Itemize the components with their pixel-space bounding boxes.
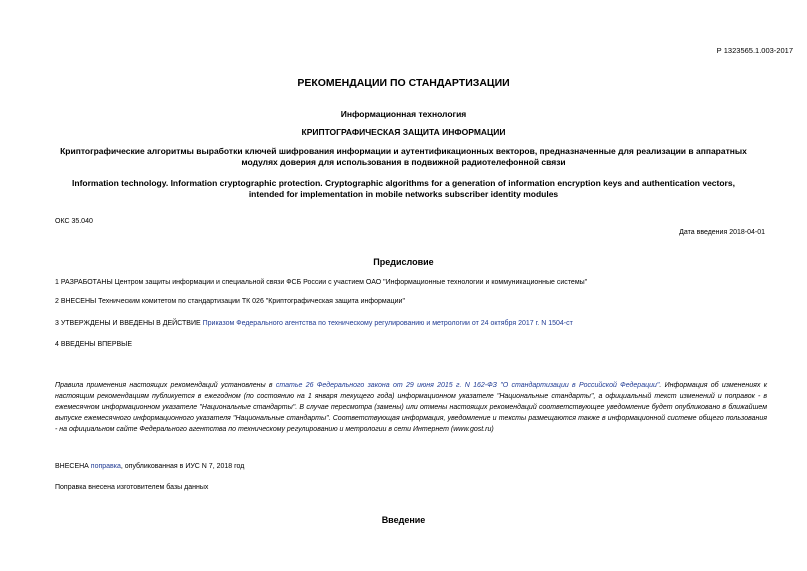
subtitle-english xyxy=(20,178,787,200)
note-text-rest: . Информация об изменениях к настоящим рекомендациям публикуется в ежегодном (по состоянию на 1 января текущего года) информационном указателе "Национальные стандарты", а официальный текст изменений и поправок - в ежемесячном информационном указателе "Национальные стандарты". В случае пересмотра (замены) или отмены настоящих рекомендаций соответствующее уведомление будет опубликовано в ближайшем выпуске ежемесячного информационного указателя "Национальные стандарты". Соответствующая информация, уведомление и тексты размещаются также в информационной системе общего пользования - на официальном сайте Федерального агентства по техническому регулированию и метрологии в сети Интернет (www.gost.ru) xyxy=(55,382,767,433)
federal-law-link[interactable]: статье 26 Федерального закона от 29 июня 2015 г. N 162-ФЗ "О стандартизации в Российской Федерации" xyxy=(275,382,660,389)
oks-code: ОКС 35.040 xyxy=(55,218,93,225)
subtitle-russian-line1: Криптографические алгоритмы выработки ключей шифрования информации и аутентификационных векторов, предназначенные для реализации в аппаратных xyxy=(60,146,747,156)
foreword-heading: Предисловие xyxy=(373,257,434,267)
amendment-prefix: ВНЕСЕНА xyxy=(55,463,91,470)
foreword-item-4: 4 ВВЕДЕНЫ ВПЕРВЫЕ xyxy=(55,341,133,348)
main-title: РЕКОМЕНДАЦИИ ПО СТАНДАРТИЗАЦИИ xyxy=(297,77,510,89)
note-text-start: Правила применения настоящих рекомендаций установлены в xyxy=(55,382,276,389)
amendment-line xyxy=(55,463,244,470)
subtitle-english-line2: intended for implementation in mobile networks subscriber identity modules xyxy=(248,189,559,199)
foreword-item-2: 2 ВНЕСЕНЫ Техническим комитетом по стандартизации ТК 026 "Криптографическая защита информации" xyxy=(55,298,405,305)
document-number: Р 1323565.1.003-2017 xyxy=(716,46,793,55)
foreword-item-1: 1 РАЗРАБОТАНЫ Центром защиты информации и специальной связи ФСБ России с участием ОАО "Информационные технологии и коммуникационные системы" xyxy=(55,279,588,286)
introduction-heading: Введение xyxy=(381,515,426,525)
topic-heading: Информационная технология xyxy=(340,109,467,119)
document-title: КРИПТОГРАФИЧЕСКАЯ ЗАЩИТА ИНФОРМАЦИИ xyxy=(301,127,506,137)
subtitle-russian-line2: модулях доверия для использования в подвижной радиотелефонной связи xyxy=(241,157,566,167)
subtitle-english-line1: Information technology. Information cryptographic protection. Cryptographic algorithms for a generation of information encryption keys and authentication vectors, xyxy=(72,178,735,188)
order-link[interactable]: Приказом Федерального агентства по техническому регулированию и метрологии от 24 октября 2017 г. N 1504-ст xyxy=(202,320,573,327)
subtitle-russian xyxy=(20,146,787,168)
introduction-date: Дата введения 2018-04-01 xyxy=(679,229,765,236)
foreword-item-3-text: 3 УТВЕРЖДЕНЫ И ВВЕДЕНЫ В ДЕЙСТВИЕ xyxy=(55,320,203,327)
amendment-suffix: , опубликованная в ИУС N 7, 2018 год xyxy=(120,463,245,470)
amendment-note: Поправка внесена изготовителем базы данных xyxy=(55,484,209,491)
amendment-link[interactable]: поправка xyxy=(90,463,121,470)
foreword-item-3 xyxy=(55,320,573,327)
application-rules-note xyxy=(55,380,767,435)
